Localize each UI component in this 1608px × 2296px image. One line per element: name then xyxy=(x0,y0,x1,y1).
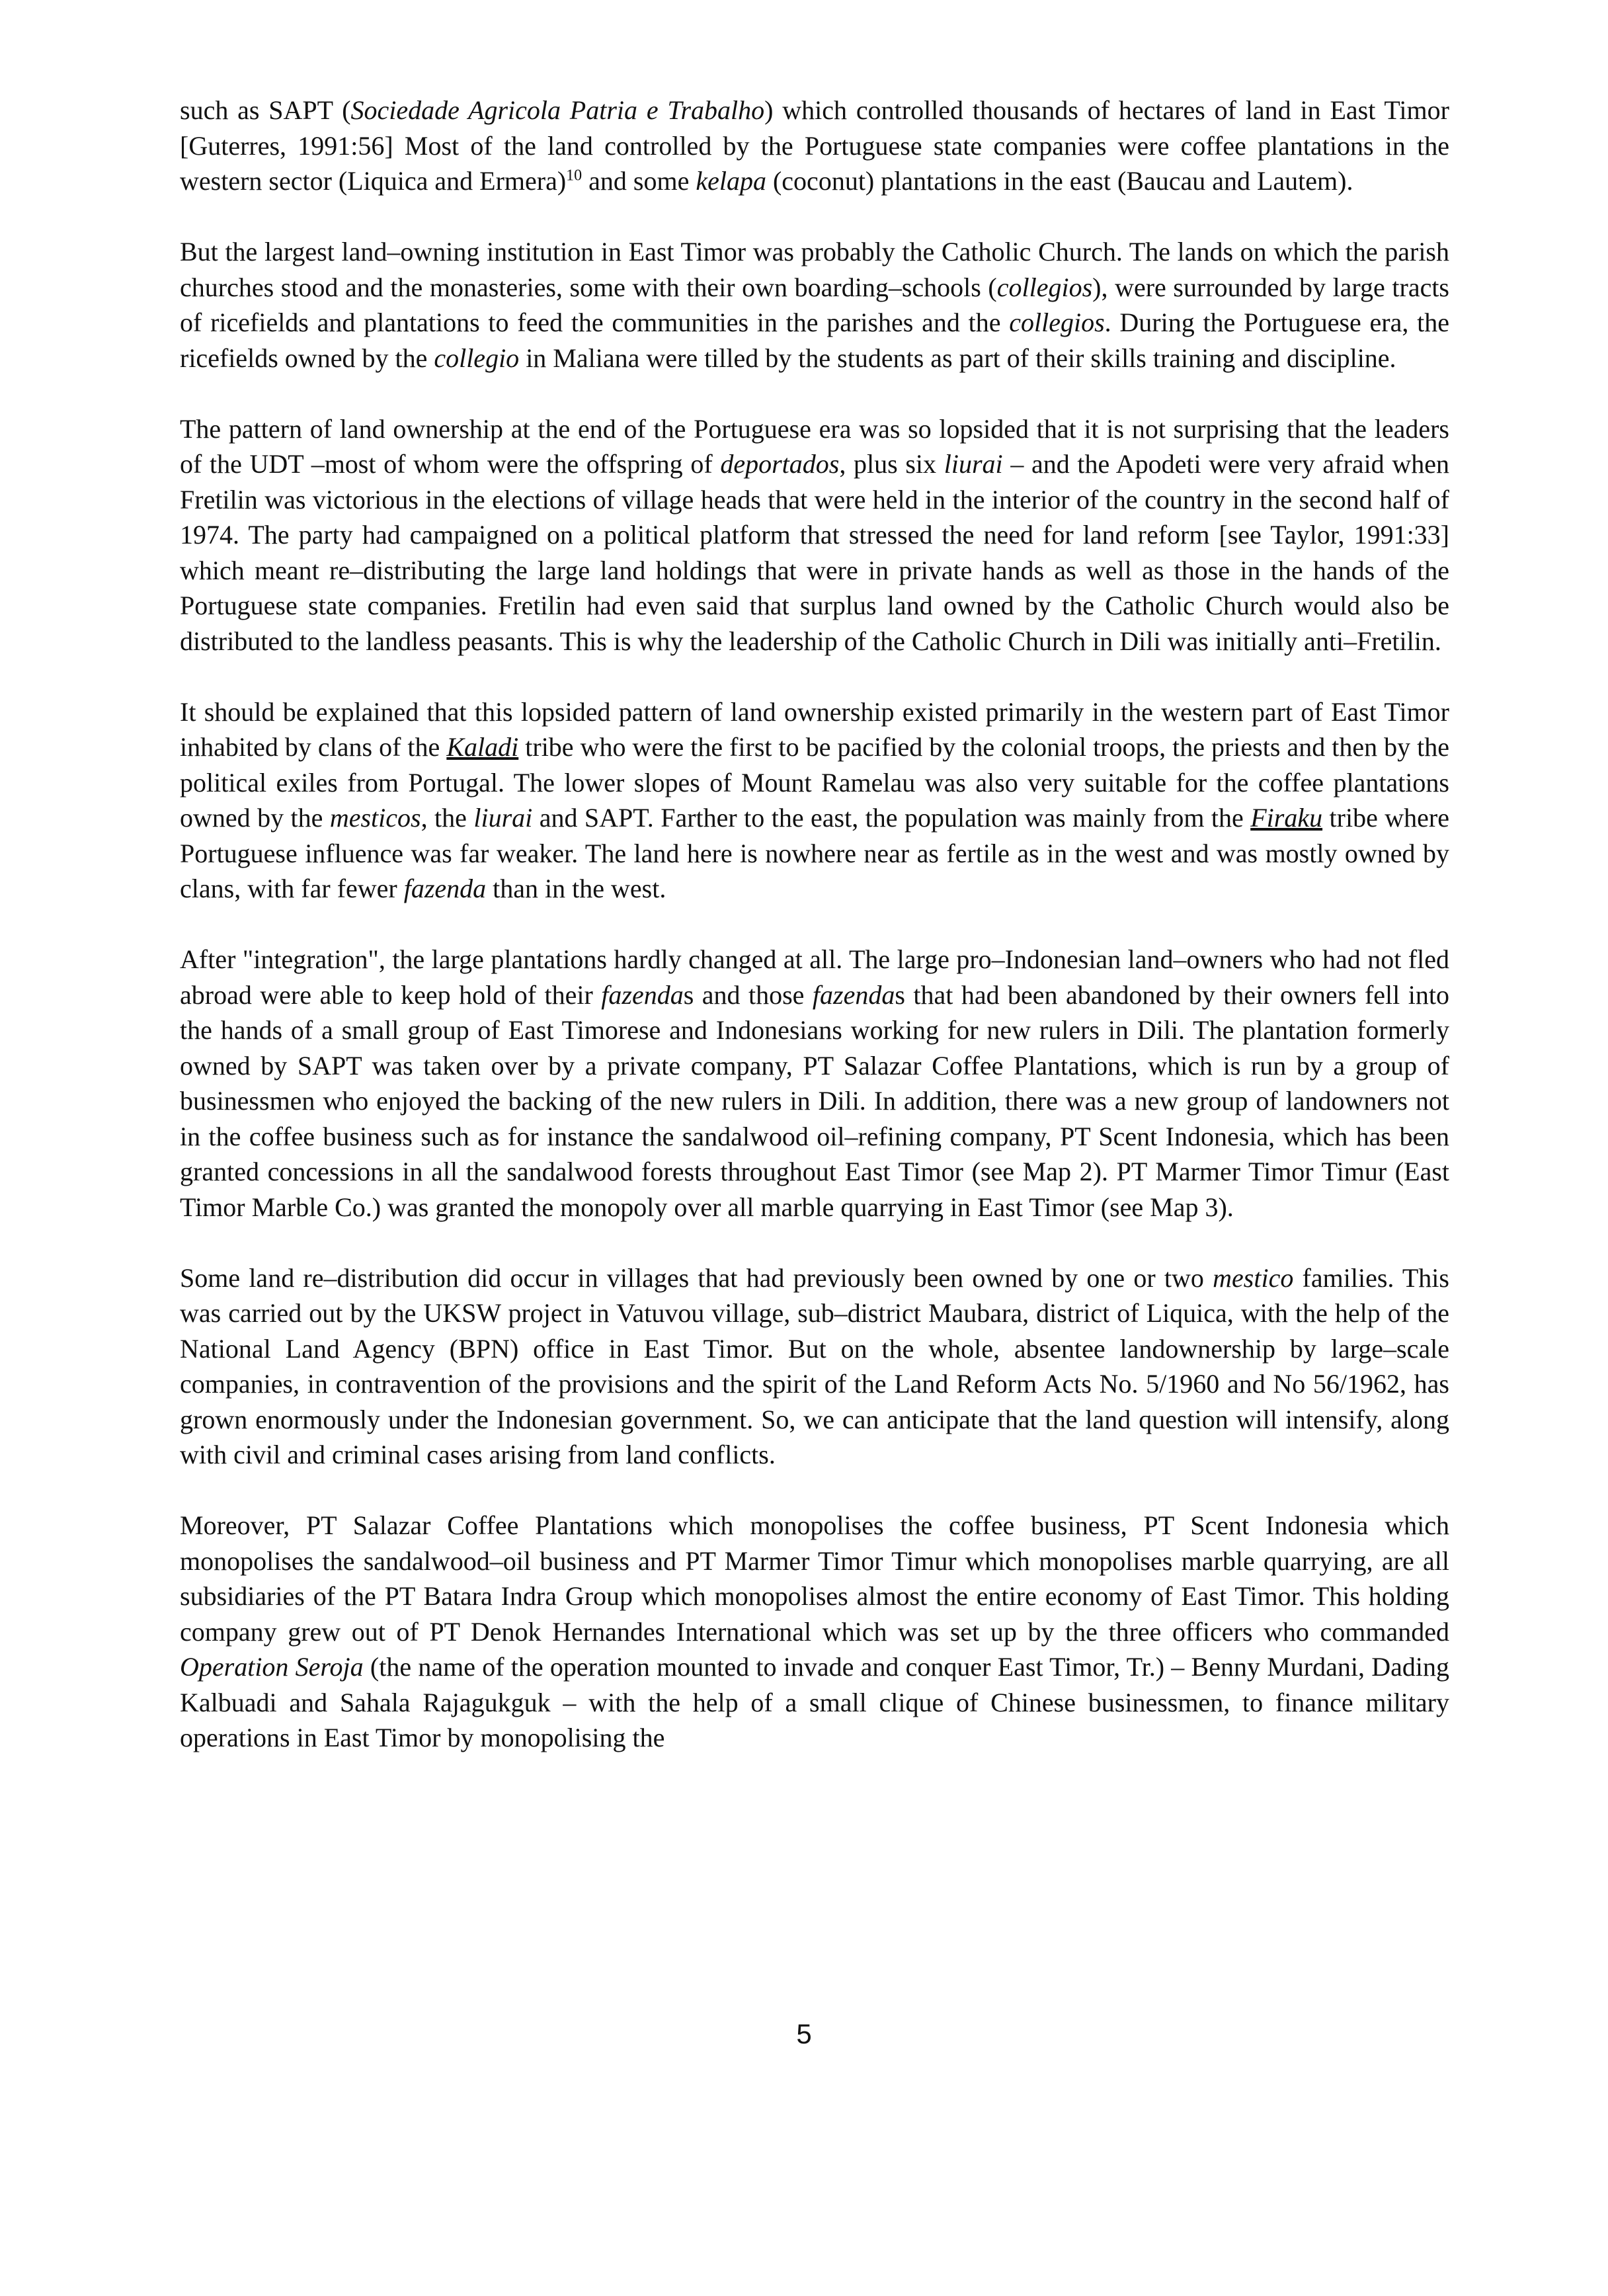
text-run: . During the Portuguese era, the ricefields owned by the xyxy=(180,308,1449,373)
text-run: and some xyxy=(582,166,696,196)
text-run: After "integration", the large plantations hardly changed at all. The large pro–Indonesian land–owners who had not fled abroad were able to keep hold of their xyxy=(180,944,1449,1010)
italic-run: fazenda xyxy=(601,979,684,1010)
italic-run: liurai xyxy=(473,803,533,833)
italic-run: fazenda xyxy=(812,979,895,1010)
paragraph-4 xyxy=(180,694,1449,907)
text-run: such as SAPT ( xyxy=(180,95,351,125)
page-number: 5 xyxy=(796,2018,812,2049)
text-run: , the xyxy=(421,803,474,833)
text-run: Moreover, PT Salazar Coffee Plantations which monopolises the coffee business, PT Scent Indonesia which monopolises the sandalwood–oil business and PT Marmer Timor Timur which monopolises marble quarrying, are all subsidiaries of the PT Batara Indra Group which monopolises almost the entire economy of East Timor. This holding company grew out of PT Denok Hernandes International which was set up by the three officers who commanded xyxy=(180,1510,1449,1647)
text-run: than in the west. xyxy=(486,874,666,903)
footnote-marker: 10 xyxy=(566,167,583,184)
italic-run: collegio xyxy=(434,343,520,373)
text-run: in Maliana were tilled by the students as part of their skills training and discipline. xyxy=(519,343,1396,373)
text-run: tribe who were the first to be pacified by the colonial troops, the priests and then by the political exiles from Portugal. The lower slopes of Mount Ramelau was also very suitable for the coffee plantations owned by the xyxy=(180,732,1449,833)
paragraph-6 xyxy=(180,1260,1449,1473)
text-run: ) which controlled thousands of hectares of land in East Timor [Guterres, 1991:56] Most of the land controlled by the Portuguese state companies were coffee plantations in the western sector (Liquica and Ermera) xyxy=(180,95,1449,196)
text-run: s that had been abandoned by their owners fell into the hands of a small group of East Timorese and Indonesians working for new rulers in Dili. The plantation formerly owned by SAPT was taken over by a private company, PT Salazar Coffee Plantations, which is run by a group of businessmen who enjoyed the backing of the new rulers in Dili. In addition, there was a new group of landowners not in the coffee business such as for instance the sandalwood oil–refining company, PT Scent Indonesia, which has been granted concessions in all the sandalwood forests throughout East Timor (see Map 2). PT Marmer Timor Timur (East Timor Marble Co.) was granted the monopoly over all marble quarrying in East Timor (see Map 3). xyxy=(180,979,1449,1222)
text-run: – and the Apodeti were very afraid when Fretilin was victorious in the elections of village heads that were held in the interior of the country in the second half of 1974. The party had campaigned on a political platform that stressed the need for land reform [see Taylor, 1991:33] which meant re–distributing the large land holdings that were in private hands as well as those in the hands of the Portuguese state companies. Fretilin had even said that surplus land owned by the Catholic Church would also be distributed to the landless peasants. This is why the leadership of the Catholic Church in Dili was initially anti–Fretilin. xyxy=(180,449,1450,656)
paragraph-2 xyxy=(180,234,1449,376)
text-run: But the largest land–owning institution in East Timor was probably the Catholic Church. The lands on which the parish churches stood and the monasteries, some with their own boarding–schools ( xyxy=(180,237,1449,302)
italic-run: deportados xyxy=(720,449,840,479)
text-run: (the name of the operation mounted to invade and conquer East Timor, Tr.) – Benny Murdani, Dading Kalbuadi and Sahala Rajagukguk – with the help of a small clique of Chinese businessmen, to finance military operations in East Timor by monopolising the xyxy=(180,1652,1449,1752)
italic-run: collegios xyxy=(996,272,1093,302)
italic-underlined-run: Firaku xyxy=(1250,803,1323,833)
italic-run: liurai xyxy=(944,449,1003,479)
text-run: , plus six xyxy=(839,449,944,479)
text-run: (coconut) plantations in the east (Baucau and Lautem). xyxy=(766,166,1353,196)
text-run: It should be explained that this lopsided pattern of land ownership existed primarily in the western part of East Timor inhabited by clans of the xyxy=(180,696,1449,762)
paragraph-5 xyxy=(180,942,1449,1225)
text-run: The pattern of land ownership at the end of the Portuguese era was so lopsided that it is not surprising that the leaders of the UDT –most of whom were the offspring of xyxy=(180,413,1449,479)
italic-run: fazenda xyxy=(403,874,487,903)
italic-run: Sociedade Agricola Patria e Trabalho xyxy=(350,95,765,125)
italic-run: mesticos xyxy=(329,803,421,833)
italic-run: mestico xyxy=(1213,1262,1294,1293)
paragraph-7 xyxy=(180,1508,1449,1756)
text-run: tribe where Portuguese influence was far weaker. The land here is nowhere near as fertile as in the west and was mostly owned by clans, with far fewer xyxy=(180,803,1449,903)
paragraph-1 xyxy=(180,93,1449,199)
text-run: s and those xyxy=(683,979,813,1010)
text-run: Some land re–distribution did occur in villages that had previously been owned by one or two xyxy=(180,1262,1213,1293)
italic-underlined-run: Kaladi xyxy=(446,732,519,762)
document-page xyxy=(180,93,1449,1756)
text-run: families. This was carried out by the UKSW project in Vatuvou village, sub–district Maubara, district of Liquica, with the help of the National Land Agency (BPN) office in East Timor. But on the whole, absentee landownership by large–scale companies, in contravention of the provisions and the spirit of the Land Reform Acts No. 5/1960 and No 56/1962, has grown enormously under the Indonesian government. So, we can anticipate that the land question will intensify, along with civil and criminal cases arising from land conflicts. xyxy=(180,1262,1449,1469)
italic-run: collegios xyxy=(1009,308,1105,337)
italic-run: Operation Seroja xyxy=(180,1652,364,1682)
text-run: ), were surrounded by large tracts of ricefields and plantations to feed the communities in the parishes and the xyxy=(180,272,1450,337)
paragraph-3 xyxy=(180,411,1449,659)
text-run: and SAPT. Farther to the east, the population was mainly from the xyxy=(532,803,1251,833)
italic-run: kelapa xyxy=(696,166,766,196)
